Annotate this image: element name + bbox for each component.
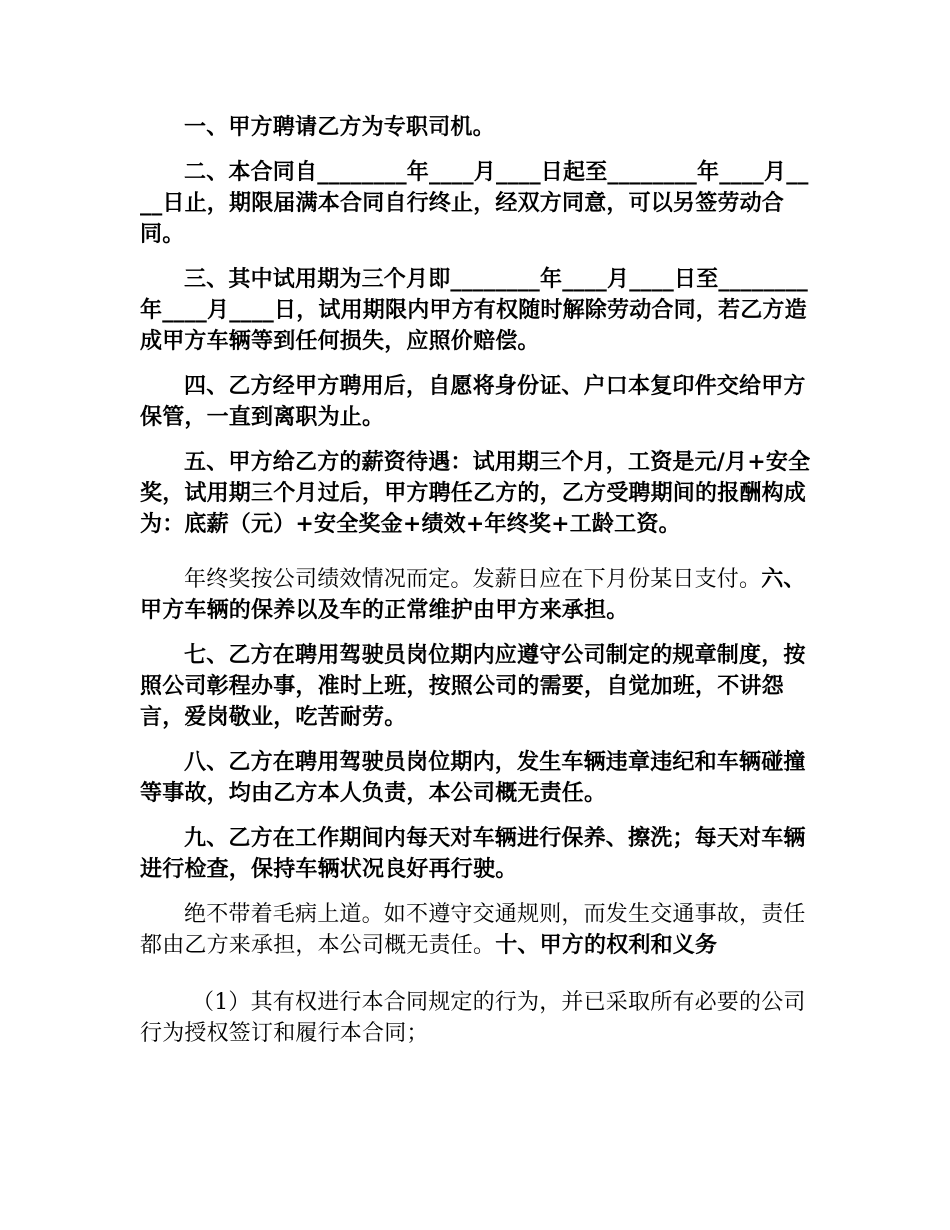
clause-8: 八、乙方在聘用驾驶员岗位期内，发生车辆违章违纪和车辆碰撞等事故，均由乙方本人负责，本公司概无责任。 — [140, 749, 806, 806]
contract-body — [140, 112, 812, 1063]
bonus-note: 年终奖按公司绩效情况而定。发薪日应在下月份某日支付。 — [184, 567, 762, 592]
clause-10-item-1: （1）其有权进行本合同规定的行为，并已采取所有必要的公司行为授权签订和履行本合同； — [140, 990, 806, 1046]
clause-4: 四、乙方经甲方聘用后，自愿将身份证、户口本复印件交给甲方保管，一直到离职为止。 — [140, 373, 806, 430]
clause-6-paragraph — [140, 564, 812, 626]
clause-9: 九、乙方在工作期间内每天对车辆进行保养、擦洗；每天对车辆进行检查，保持车辆状况良好再行驶。 — [140, 825, 806, 882]
clause-1: 一、甲方聘请乙方为专职司机。 — [184, 114, 495, 140]
clause-10-paragraph — [140, 899, 812, 961]
clause-10-heading: 十、甲方的权利和义务 — [495, 932, 718, 958]
traffic-note: 绝不带着毛病上道。如不遵守交通规则，而发生交通事故，责任都由乙方来承担，本公司概无责任。 — [140, 902, 806, 958]
clause-2: 二、本合同自________年____月____日起至________年____月____日止，期限届满本合同自行终止，经双方同意，可以另签劳动合同。 — [140, 159, 809, 247]
clause-5: 五、甲方给乙方的薪资待遇：试用期三个月，工资是元/月+安全奖，试用期三个月过后，甲方聘任乙方的，乙方受聘期间的报酬构成为：底薪（元）+安全奖金+绩效+年终奖+工龄工资。 — [140, 449, 811, 537]
clause-7: 七、乙方在聘用驾驶员岗位期内应遵守公司制定的规章制度，按照公司彰程办事，准时上班，按照公司的需要，自觉加班，不讲怨言，爱岗敬业，吃苦耐劳。 — [140, 642, 806, 730]
clause-3: 三、其中试用期为三个月即________年____月____日至________年____月____日，试用期限内甲方有权随时解除劳动合同，若乙方造成甲方车辆等到任何损失，应照价赔偿。 — [140, 266, 809, 354]
clause-6: 六、甲方车辆的保养以及车的正常维护由甲方来承担。 — [140, 566, 806, 623]
